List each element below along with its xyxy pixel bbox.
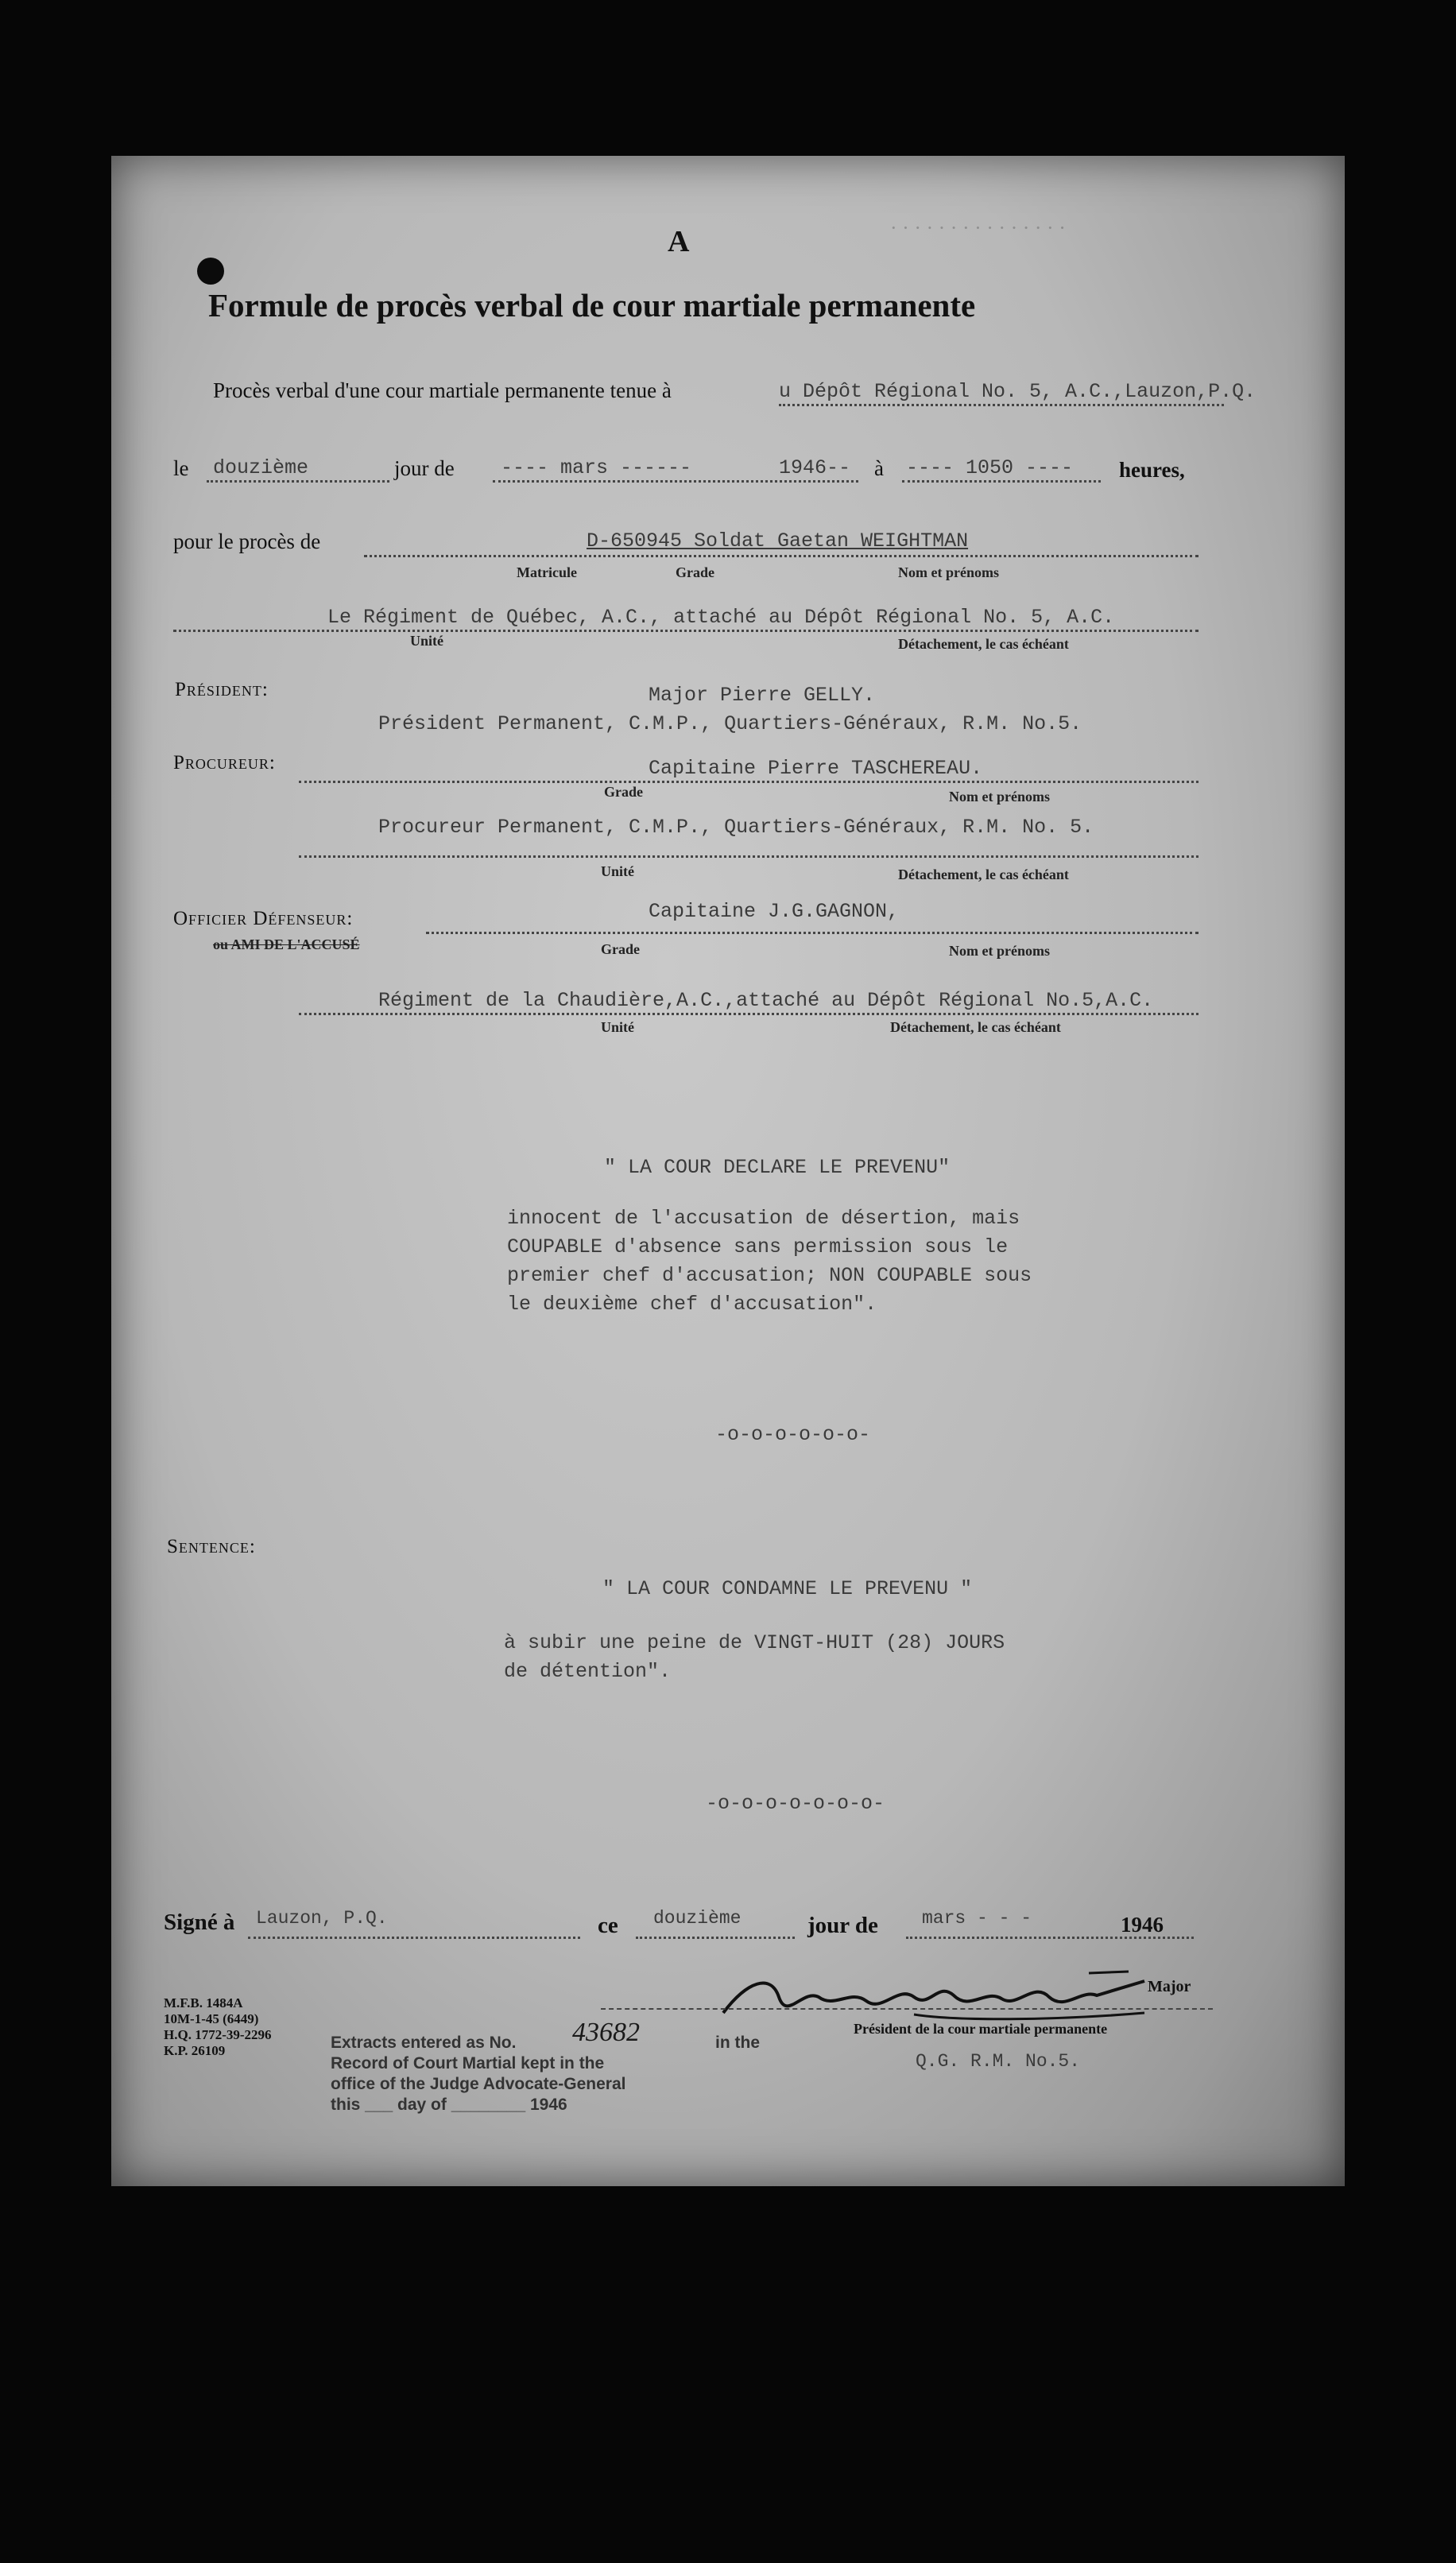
intro-place-value: u Dépôt Régional No. 5, A.C.,Lauzon,P.Q.	[779, 380, 1257, 403]
signe-month: mars - - -	[922, 1908, 1032, 1929]
signe-year: 1946	[1121, 1913, 1164, 1937]
document-page	[111, 156, 1345, 2186]
intro-hour-value: ---- 1050 ----	[906, 456, 1074, 479]
verdict-line-1: innocent de l'accusation de désertion, mais	[507, 1207, 1020, 1230]
sentence-line-1: à subir une peine de VINGT-HUIT (28) JOURS	[504, 1631, 1005, 1654]
extract-stamp-line-3: office of the Judge Advocate-General	[331, 2075, 626, 2093]
signe-day: douzième	[653, 1908, 742, 1929]
caption-nom: Nom et prénoms	[898, 564, 999, 580]
intro-month-value: ---- mars ------	[501, 456, 692, 479]
procureur-unit-line	[299, 855, 1198, 858]
intro-a-label: à	[874, 456, 884, 480]
caption-unite: Unité	[410, 633, 443, 649]
defenseur-struck: ou AMI DE L'ACCUSÉ	[213, 936, 360, 952]
procureur-name: Capitaine Pierre TASCHEREAU.	[649, 757, 983, 780]
form-code-2: 10M-1-45 (6449)	[164, 2011, 259, 2026]
defenseur-unit: Régiment de la Chaudière,A.C.,attaché au Dépôt Régional No.5,A.C.	[378, 989, 1154, 1012]
accused-label: pour le procès de	[173, 529, 321, 553]
verdict-line-4: le deuxième chef d'accusation".	[507, 1293, 877, 1316]
defenseur-name: Capitaine J.G.GAGNON,	[649, 900, 900, 923]
defenseur-caption-unite: Unité	[601, 1019, 634, 1035]
caption-detachement: Détachement, le cas échéant	[898, 636, 1069, 652]
verdict-line-3: premier chef d'accusation; NON COUPABLE sous	[507, 1264, 1032, 1287]
procureur-label: Procureur:	[173, 752, 276, 774]
form-mark: A	[668, 225, 690, 258]
hour-line	[902, 480, 1101, 483]
extract-stamp-number: 43682	[572, 2018, 640, 2047]
extract-stamp-line-2: Record of Court Martial kept in the	[331, 2054, 605, 2073]
form-title: Formule de procès verbal de cour martiale permanente	[208, 287, 976, 324]
president-line2: Président Permanent, C.M.P., Quartiers-Généraux, R.M. No.5.	[378, 712, 1082, 735]
verdict-line-2: COUPABLE d'absence sans permission sous le	[507, 1235, 1009, 1258]
signature-qg: Q.G. R.M. No.5.	[916, 2051, 1081, 2072]
verdict-separator: -o-o-o-o-o-o-	[715, 1423, 871, 1446]
sentence-separator: -o-o-o-o-o-o-o-	[706, 1792, 885, 1815]
sentence-label: Sentence:	[167, 1536, 256, 1557]
intro-heures-label: heures,	[1119, 458, 1185, 482]
accused-unit-line	[173, 630, 1198, 632]
caption-grade: Grade	[676, 564, 714, 580]
defenseur-label: Officier Défenseur:	[173, 908, 354, 929]
defenseur-caption-grade: Grade	[601, 941, 640, 957]
procureur-caption-nom: Nom et prénoms	[949, 789, 1050, 805]
president-line1: Major Pierre GELLY.	[649, 684, 876, 707]
extract-stamp-line-4: this ___ day of ________ 1946	[331, 2096, 567, 2114]
intro-le-label: le	[173, 456, 189, 480]
signe-place: Lauzon, P.Q.	[256, 1908, 388, 1929]
accused-unit-value: Le Régiment de Québec, A.C., attaché au Dépôt Régional No. 5, A.C.	[327, 606, 1115, 629]
accused-value: D-650945 Soldat Gaetan WEIGHTMAN	[587, 529, 969, 553]
president-caption: Président de la cour martiale permanente	[854, 2021, 1108, 2037]
defenseur-line	[426, 932, 1198, 934]
signe-label: Signé à	[164, 1910, 235, 1935]
month-line	[493, 480, 858, 483]
extract-stamp-in-the: in the	[715, 2034, 760, 2052]
intro-place-line	[779, 404, 1224, 406]
sentence-line-2: de détention".	[504, 1660, 672, 1683]
signe-jour-de-label: jour de	[807, 1913, 878, 1938]
intro-year-value: 1946--	[779, 456, 851, 479]
punch-hole	[197, 258, 224, 285]
signature-line	[601, 2008, 1213, 2010]
bleed-through-text: · · · · · · · · · · · · · · ·	[890, 216, 1066, 239]
extract-stamp-line-1: Extracts entered as No.	[331, 2034, 517, 2052]
verdict-heading: " LA COUR DECLARE LE PREVENU"	[604, 1156, 951, 1179]
president-label: Président:	[175, 679, 269, 700]
day-line	[207, 480, 389, 483]
form-code-3: H.Q. 1772-39-2296	[164, 2027, 272, 2042]
ce-label: ce	[598, 1913, 618, 1938]
procureur-unit: Procureur Permanent, C.M.P., Quartiers-Généraux, R.M. No. 5.	[378, 816, 1094, 839]
signe-place-line	[248, 1937, 580, 1939]
signe-day-line	[636, 1937, 795, 1939]
defenseur-caption-detachement: Détachement, le cas échéant	[890, 1019, 1061, 1035]
form-code-1: M.F.B. 1484A	[164, 1995, 243, 2010]
sentence-heading: " LA COUR CONDAMNE LE PREVENU "	[602, 1577, 973, 1600]
procureur-caption-unite: Unité	[601, 863, 634, 879]
intro-jour-de-label: jour de	[394, 456, 455, 480]
procureur-caption-grade: Grade	[604, 784, 643, 800]
signature-rank: Major	[1148, 1978, 1191, 1995]
signe-month-line	[906, 1937, 1194, 1939]
defenseur-unit-line	[299, 1013, 1198, 1015]
procureur-caption-detachement: Détachement, le cas échéant	[898, 867, 1069, 882]
form-code-4: K.P. 26109	[164, 2043, 226, 2058]
accused-line	[364, 555, 1198, 557]
caption-matricule: Matricule	[517, 564, 577, 580]
procureur-line	[299, 781, 1198, 783]
intro-day-value: douzième	[213, 456, 309, 479]
intro-prefix: Procès verbal d'une cour martiale permanente tenue à	[213, 378, 672, 402]
defenseur-caption-nom: Nom et prénoms	[949, 943, 1050, 959]
